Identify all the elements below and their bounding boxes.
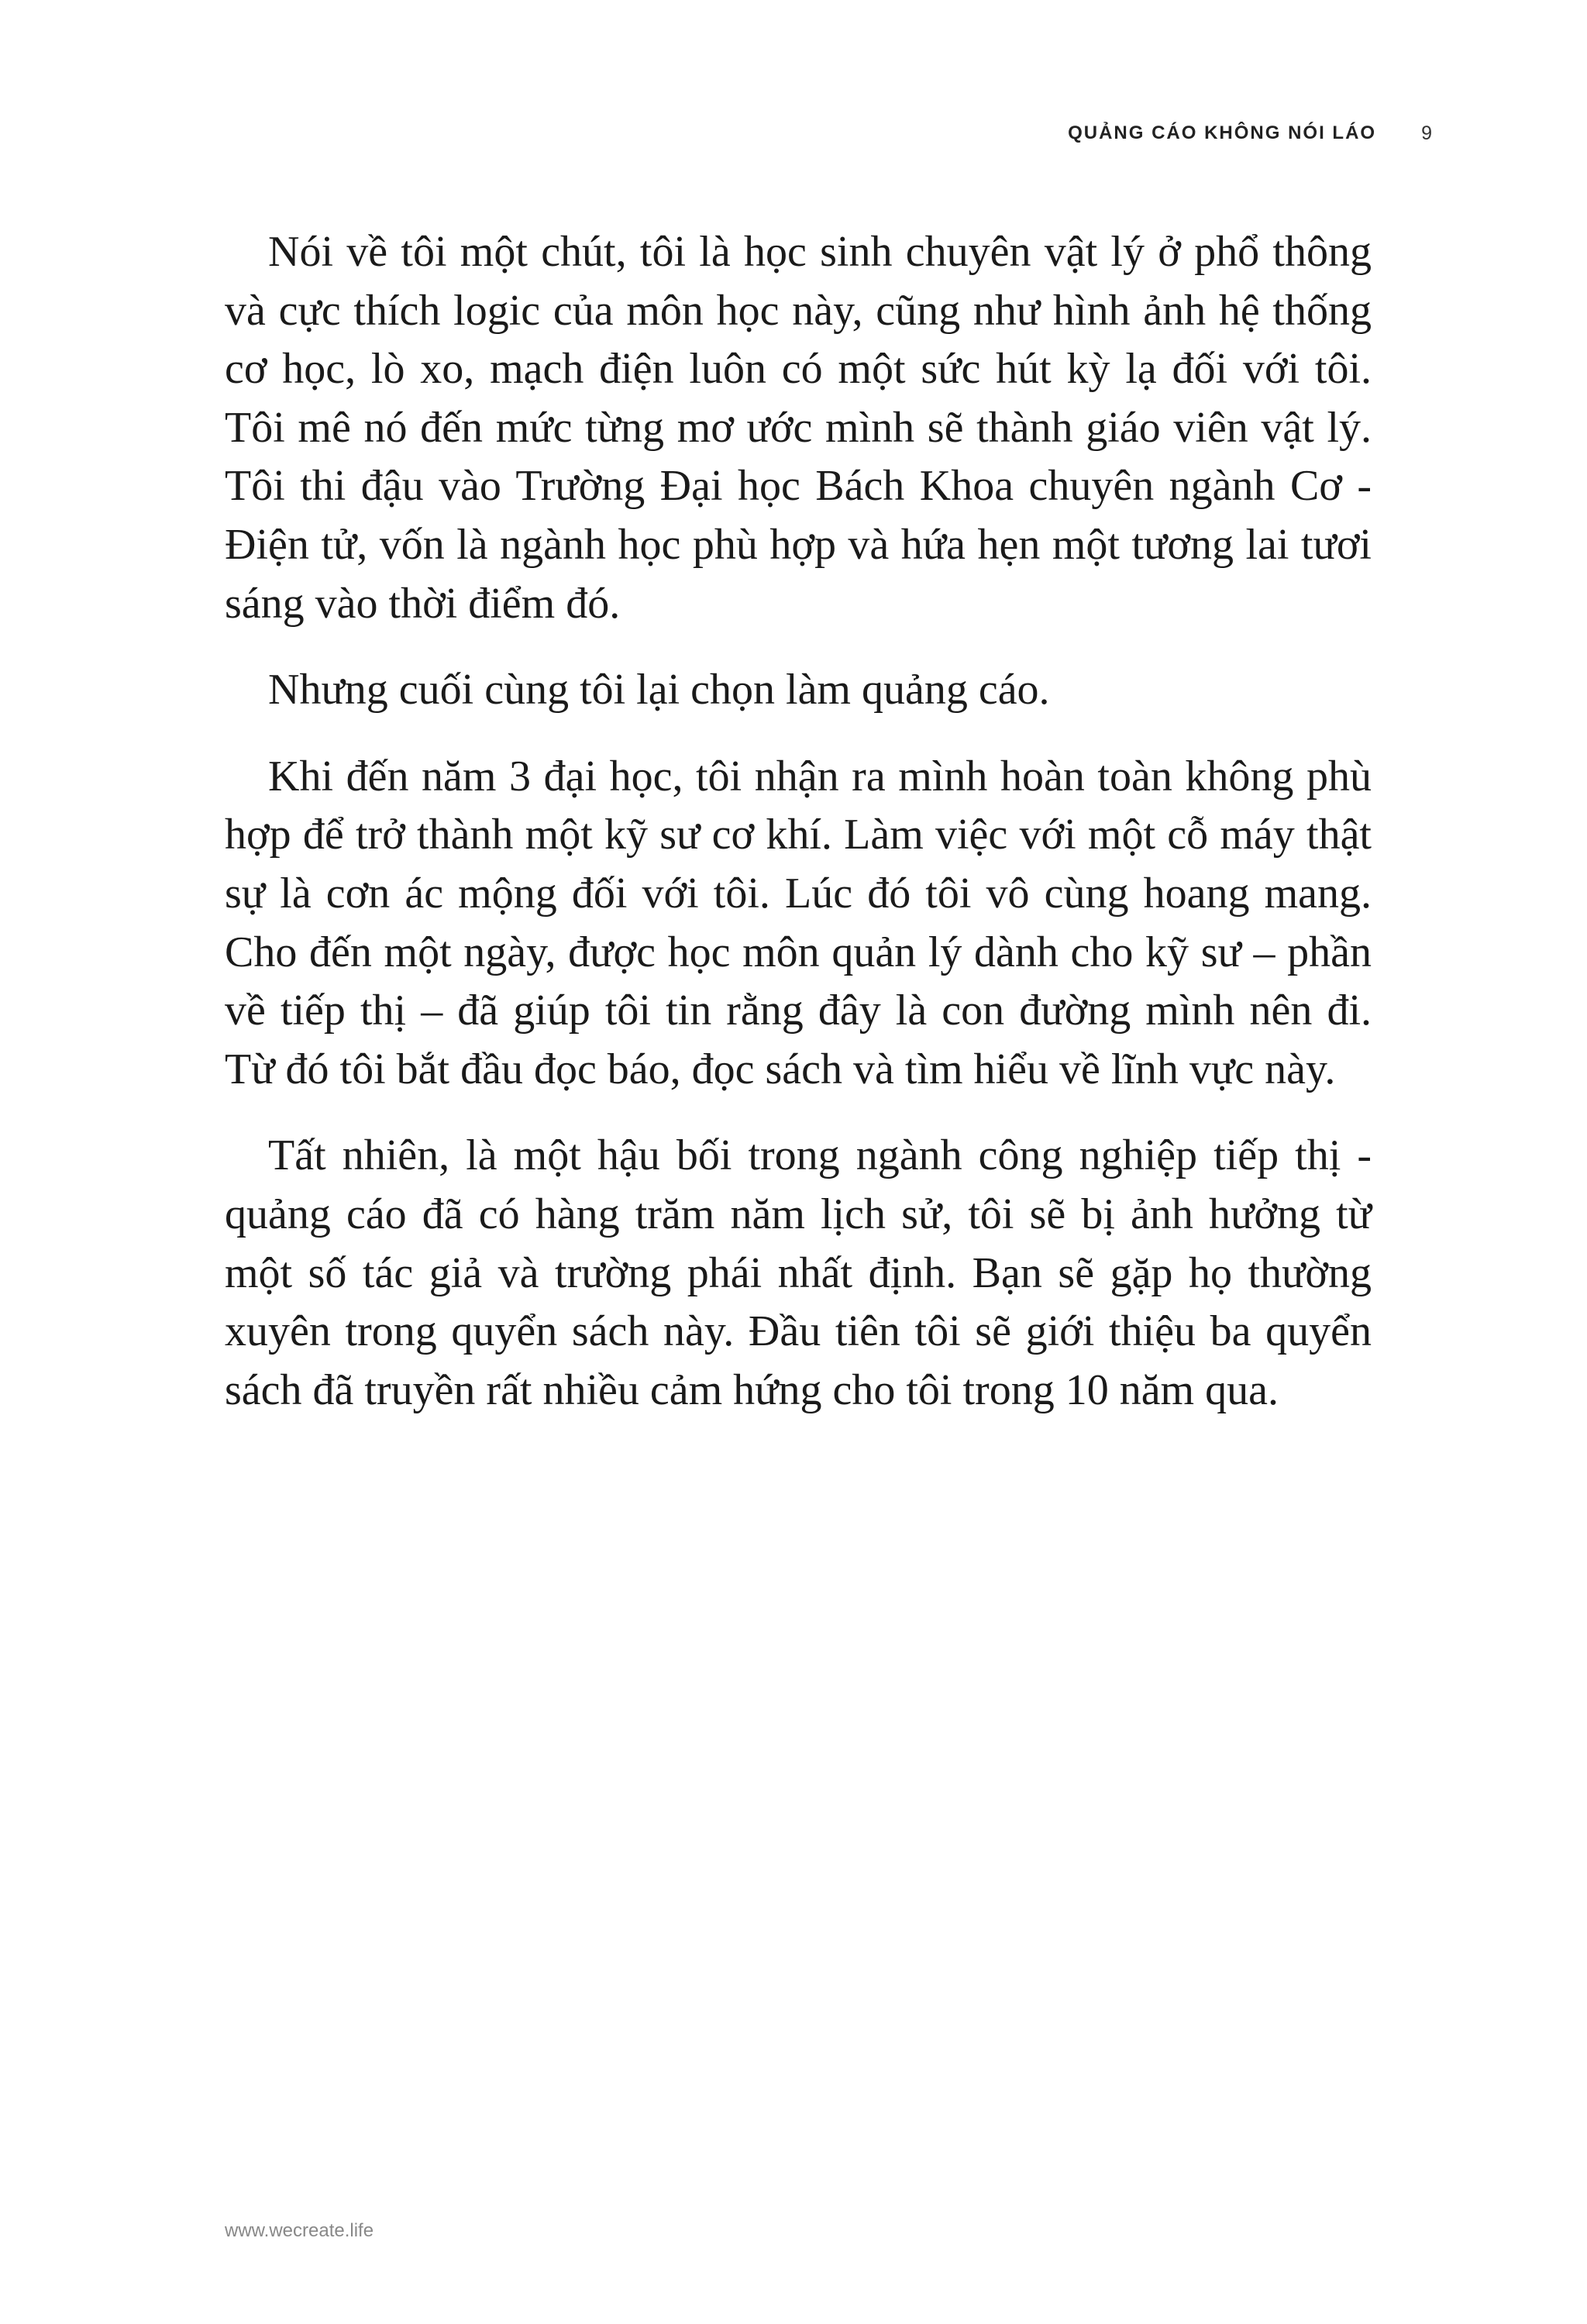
running-title: QUẢNG CÁO KHÔNG NÓI LÁO xyxy=(1068,122,1377,143)
paragraph: Khi đến năm 3 đại học, tôi nhận ra mình hoàn toàn không phù hợp để trở thành một kỹ sư cơ khí. Làm việc với một cỗ máy thật sự là cơn ác mộng đối với tôi. Lúc đó tôi vô cùng hoang mang. Cho đến một ngày, được học môn quản lý dành cho kỹ sư – phần về tiếp thị – đã giúp tôi tin rằng đây là con đường mình nên đi. Từ đó tôi bắt đầu đọc báo, đọc sách và tìm hiểu về lĩnh vực này. xyxy=(225,752,1372,1093)
footer-url: www.wecreate.life xyxy=(225,2220,374,2241)
paragraph: Nhưng cuối cùng tôi lại chọn làm quảng cáo. xyxy=(268,666,1050,714)
paragraph: Nói về tôi một chút, tôi là học sinh chuyên vật lý ở phổ thông và cực thích logic của môn học này, cũng như hình ảnh hệ thống cơ học, lò xo, mạch điện luôn có một sức hút kỳ lạ đối với tôi. Tôi mê nó đến mức từng mơ ước mình sẽ thành giáo viên vật lý. Tôi thi đậu vào Trường Đại học Bách Khoa chuyên ngành Cơ - Điện tử, vốn là ngành học phù hợp và hứa hẹn một tương lai tươi sáng vào thời điểm đó. xyxy=(225,228,1372,628)
body-text xyxy=(225,223,1372,1448)
running-header xyxy=(1068,118,1432,149)
paragraph: Tất nhiên, là một hậu bối trong ngành công nghiệp tiếp thị - quảng cáo đã có hàng trăm năm lịch sử, tôi sẽ bị ảnh hưởng từ một số tác giả và trường phái nhất định. Bạn sẽ gặp họ thường xuyên trong quyển sách này. Đầu tiên tôi sẽ giới thiệu ba quyển sách đã truyền rất nhiều cảm hứng cho tôi trong 10 năm qua. xyxy=(225,1131,1372,1414)
page-number: 9 xyxy=(1421,122,1432,144)
